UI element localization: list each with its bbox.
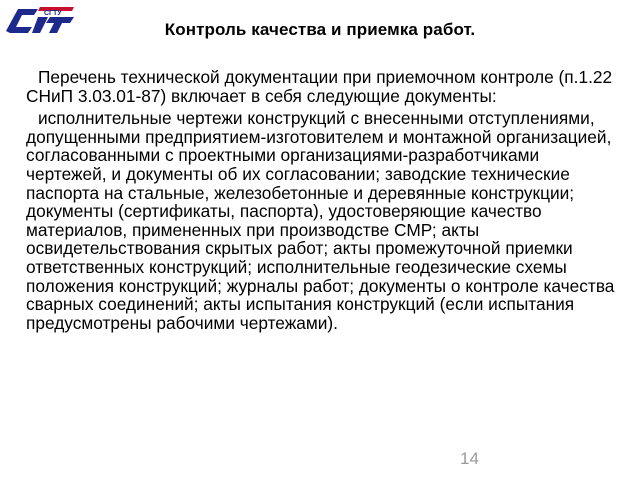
slide-title: Контроль качества и приемка работ. — [164, 20, 476, 39]
logo-text: СГТУ — [44, 10, 62, 17]
intro-paragraph: Перечень технической документации при приемочном контроле (п.1.22 СНиП 3.03.01-87) включает в себя следующие документы: — [26, 67, 613, 106]
page-number — [460, 449, 500, 469]
page-number-text: 14 — [460, 449, 479, 468]
documents-list-paragraph: исполнительные чертежи конструкций с внесенными отступлениями, допущенными предприятием-изготовителем и монтажной организацией, согласованными с проектными организациями-разработчиками чертежей, и документы об их согласовании; заводские технические паспорта на стальные, железобетонные и деревянные конструкции; документы (сертификаты, паспорта), удостоверяющие качество материалов, примененных при производстве СМР; акты освидетельствования скрытых работ; акты промежуточной приемки ответственных конструкций; исполнительные геодезические схемы положения конструкций; журналы работ; документы о контроле качества сварных соединений; акты испытания конструкций (если испытания предусмотрены рабочими чертежами). — [26, 108, 615, 333]
slide-body — [26, 68, 622, 336]
